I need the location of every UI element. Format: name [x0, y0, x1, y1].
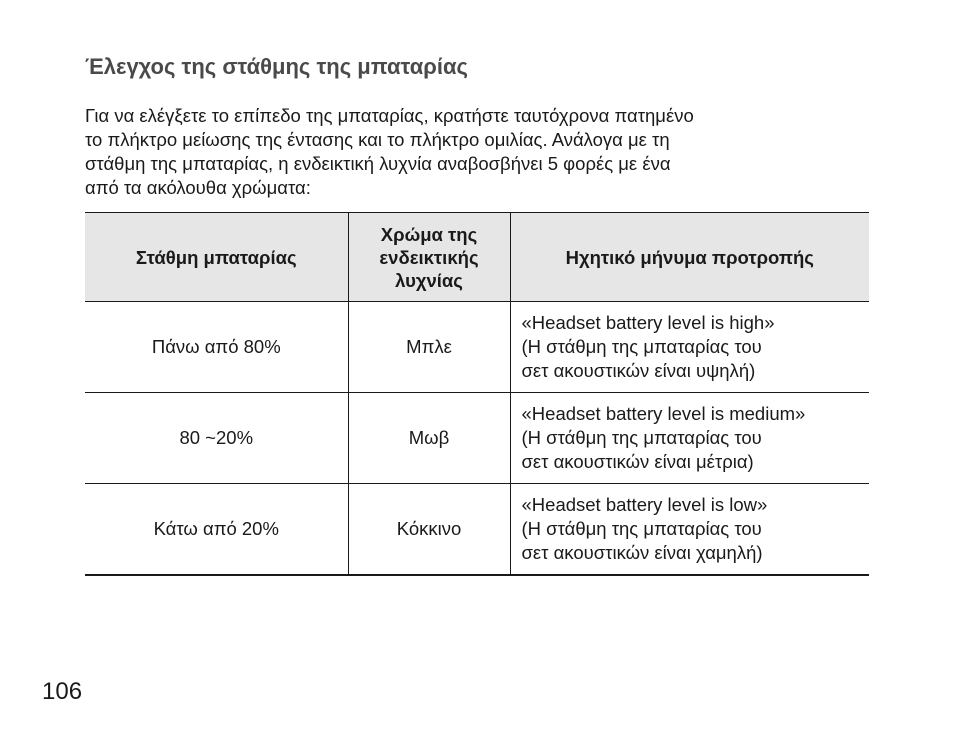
- intro-line: στάθμη της μπαταρίας, η ενδεικτική λυχνία αναβοσβήνει 5 φορές με ένα: [85, 153, 671, 174]
- cell-voice-prompt: [510, 393, 869, 484]
- header-color-line: ενδεικτικής: [379, 246, 479, 268]
- prompt-line: σετ ακουστικών είναι υψηλή): [521, 360, 756, 381]
- section-heading: Έλεγχος της στάθμης της μπαταρίας: [85, 54, 468, 79]
- cell-voice-prompt: [510, 484, 869, 576]
- cell-indicator-color: Μωβ: [348, 393, 510, 484]
- prompt-line: (Η στάθμη της μπαταρίας του: [521, 427, 762, 448]
- cell-battery-level: Κάτω από 20%: [85, 484, 348, 576]
- intro-line: Για να ελέγξετε το επίπεδο της μπαταρίας, κρατήστε ταυτόχρονα πατημένο: [85, 105, 694, 126]
- header-color-line: Χρώμα της: [380, 223, 478, 245]
- cell-indicator-color: Μπλε: [348, 302, 510, 393]
- prompt-line: «Headset battery level is low»: [521, 494, 768, 515]
- battery-level-table: [85, 212, 869, 576]
- intro-paragraph: [85, 104, 845, 200]
- prompt-line: σετ ακουστικών είναι χαμηλή): [521, 542, 763, 563]
- header-color-line: λυχνίας: [395, 269, 463, 291]
- prompt-line: «Headset battery level is high»: [521, 312, 775, 333]
- prompt-line: «Headset battery level is medium»: [521, 403, 806, 424]
- header-indicator-color: [348, 213, 510, 302]
- table-row: [85, 484, 869, 576]
- prompt-line: (Η στάθμη της μπαταρίας του: [521, 336, 762, 357]
- header-voice-prompt: Ηχητικό μήνυμα προτροπής: [510, 213, 869, 302]
- cell-indicator-color: Κόκκινο: [348, 484, 510, 576]
- intro-line: το πλήκτρο μείωσης της έντασης και το πλήκτρο ομιλίας. Ανάλογα με τη: [85, 129, 670, 150]
- intro-line: από τα ακόλουθα χρώματα:: [85, 177, 311, 198]
- cell-battery-level: Πάνω από 80%: [85, 302, 348, 393]
- cell-voice-prompt: [510, 302, 869, 393]
- header-battery-level: Στάθμη μπαταρίας: [85, 213, 348, 302]
- table-row: [85, 302, 869, 393]
- cell-battery-level: 80 ~20%: [85, 393, 348, 484]
- table-header-row: [85, 213, 869, 302]
- table-row: [85, 393, 869, 484]
- prompt-line: (Η στάθμη της μπαταρίας του: [521, 518, 762, 539]
- page-number: 106: [42, 678, 83, 705]
- prompt-line: σετ ακουστικών είναι μέτρια): [521, 451, 754, 472]
